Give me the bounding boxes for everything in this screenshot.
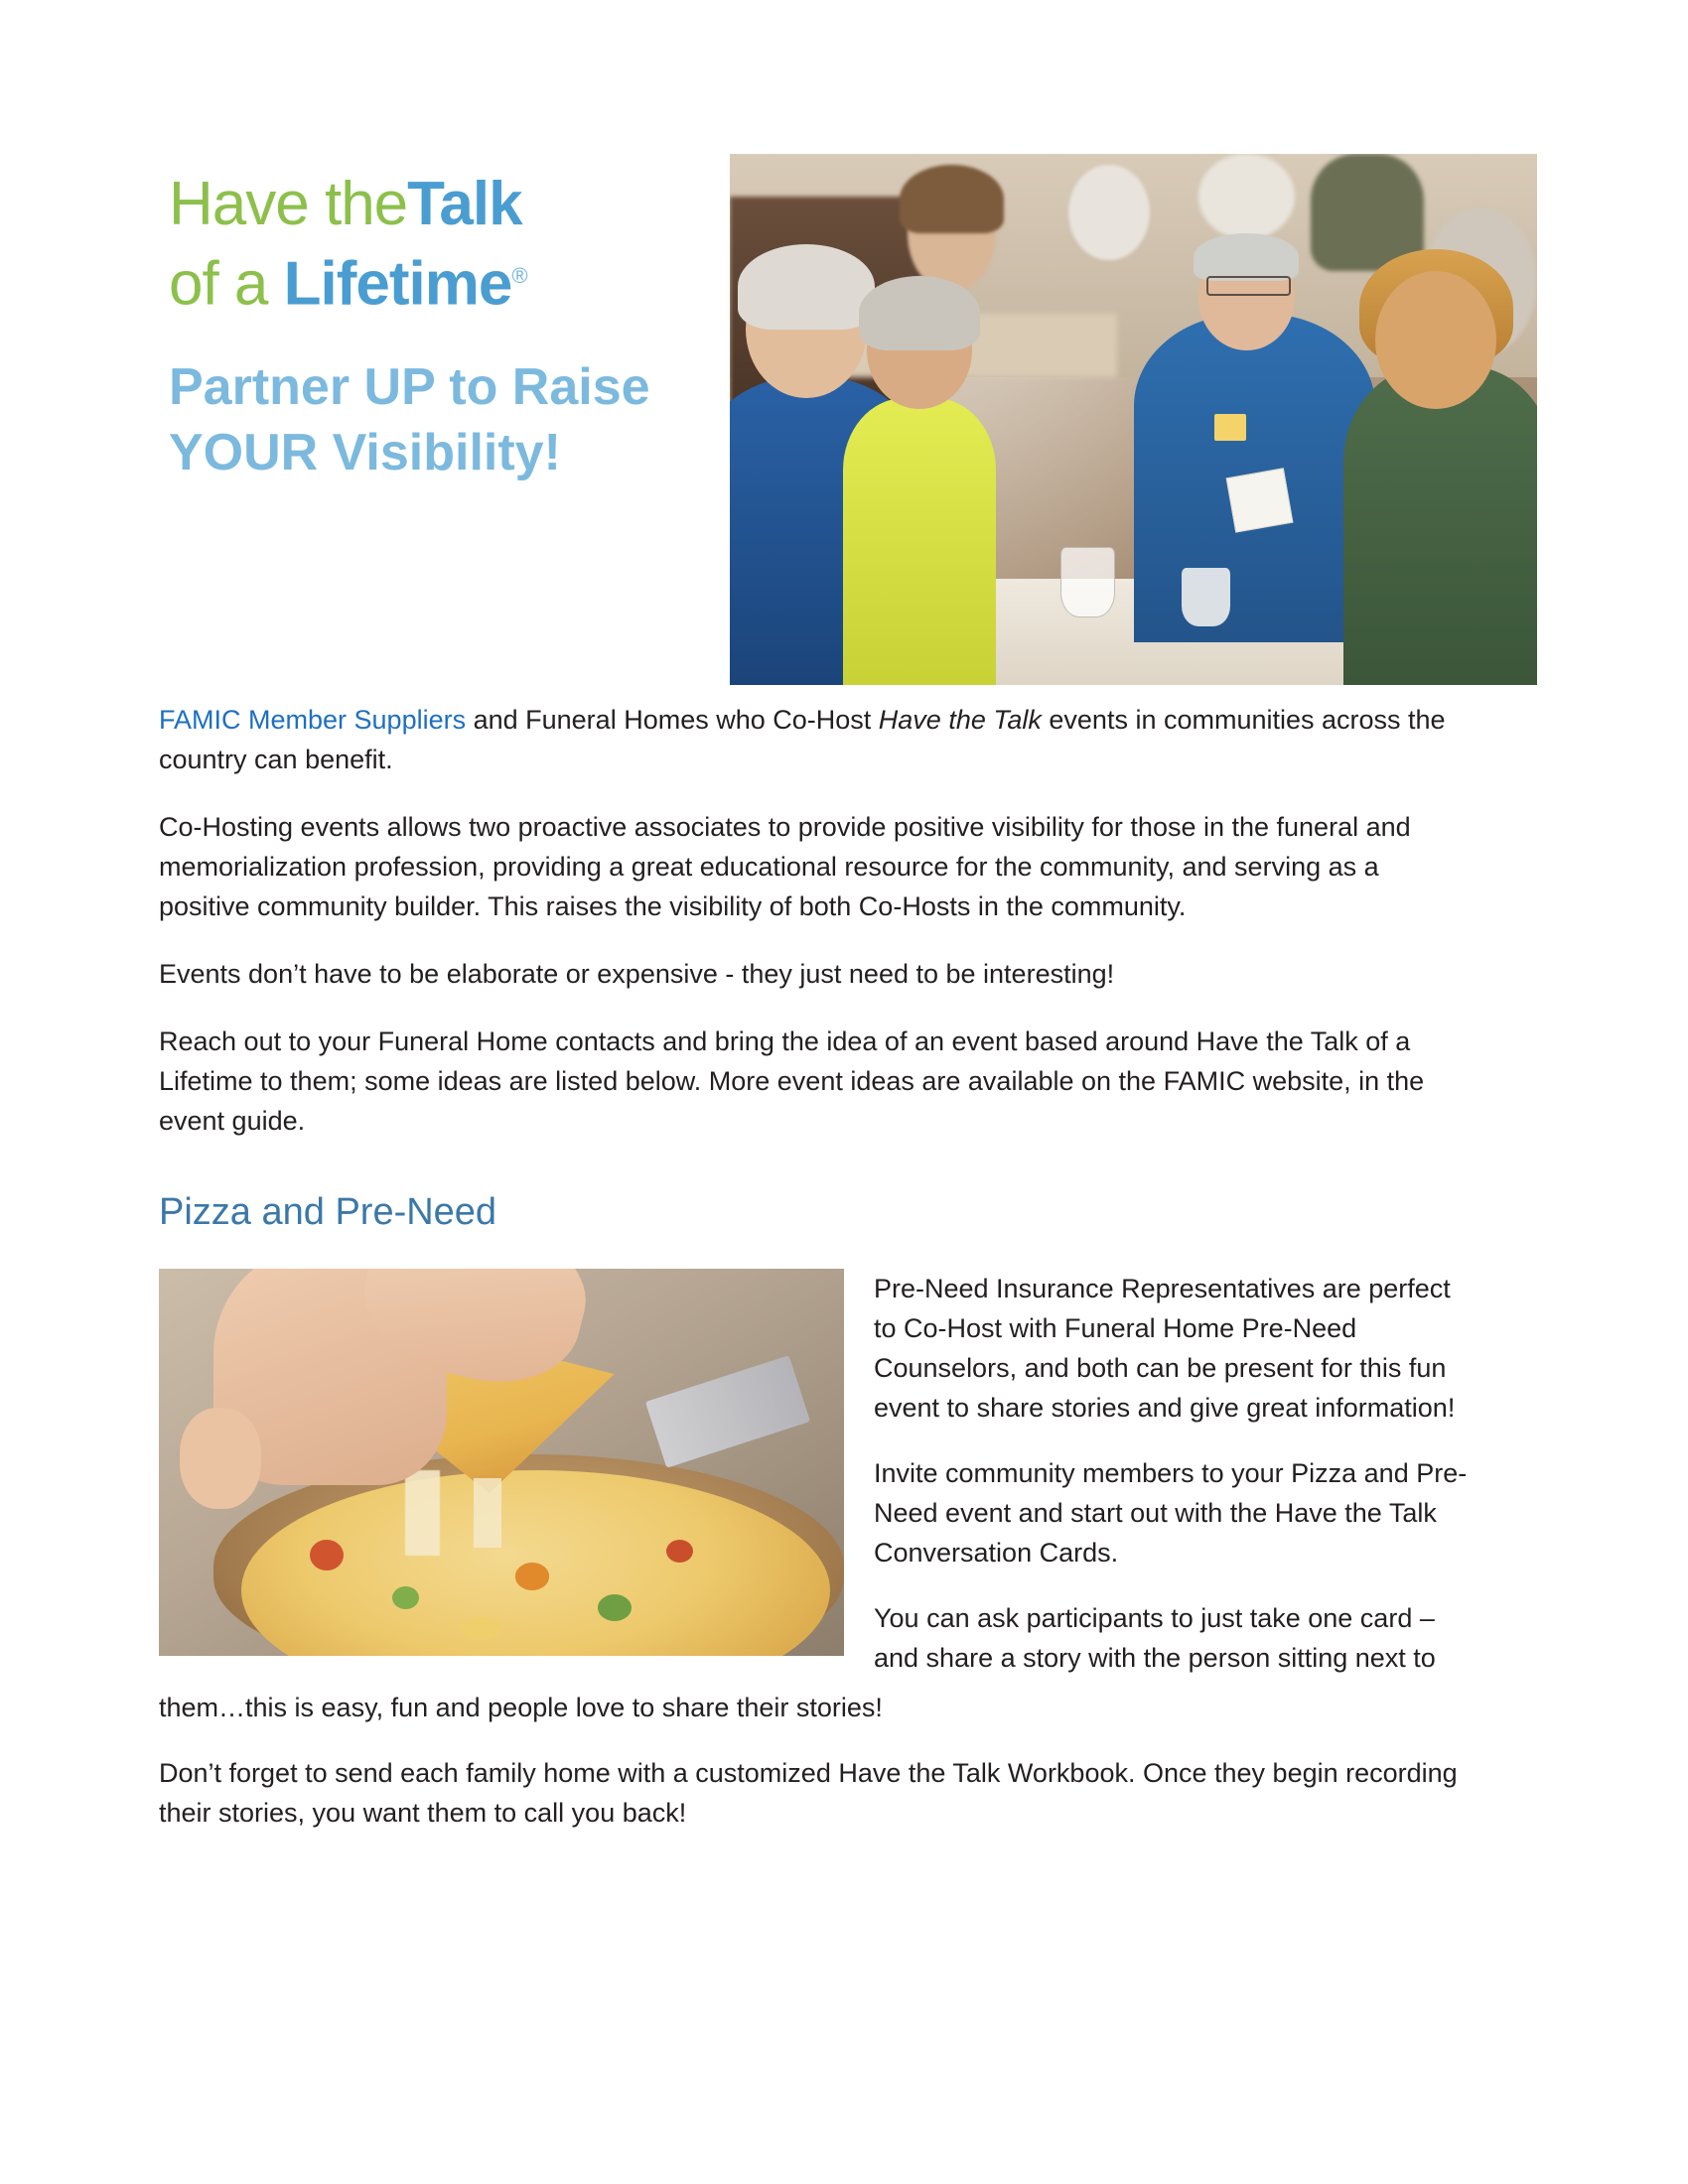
- logo-line-2: [169, 240, 705, 321]
- logo-talk: Talk: [407, 170, 522, 238]
- header-photo: [730, 154, 1537, 685]
- pizza-topping-4: [598, 1594, 633, 1621]
- photo-cup-1: [1060, 547, 1115, 618]
- pizza-section-tail-text: [159, 1688, 1470, 1858]
- intro-paragraph-3: Events don’t have to be elaborate or expensive - they just need to be interesting!: [159, 959, 1115, 989]
- pizza-cheese-pull-1: [405, 1470, 440, 1556]
- glasses-icon: [1206, 276, 1291, 296]
- logo-lifetime: Lifetime: [283, 249, 512, 319]
- pizza-paragraph-4: Don’t forget to send each family home with a customized Have the Talk Workbook. Once they begin recording their stories, you want them to call you back!: [159, 1758, 1458, 1828]
- pizza-paragraph-1: Pre-Need Insurance Representatives are perfect to Co-Host with Funeral Home Pre-Need Counselors, and both can be present for this fun event to share stories and give great information!: [874, 1274, 1456, 1423]
- logo-have-the: Have the: [169, 170, 408, 238]
- logo-of-a: of a: [169, 249, 284, 319]
- intro-p1-italic: Have the Talk: [878, 705, 1042, 735]
- intro-p1-a: and Funeral Homes who Co-Host: [466, 705, 879, 735]
- brand-logo: [169, 169, 705, 485]
- photo-person-yellow-hair: [859, 276, 980, 350]
- intro-paragraph-2: Co-Hosting events allows two proactive associates to provide positive visibility for those in the funeral and memorialization profession, providing a great educational resource for the community, and serving as a positive community builder. This raises the visibility of both Co-Hosts in the community.: [159, 812, 1411, 921]
- photo-person-blue-hair: [1194, 233, 1299, 281]
- logo-line-1: [169, 169, 705, 240]
- famic-member-suppliers-link[interactable]: FAMIC Member Suppliers: [159, 705, 467, 735]
- pizza-section-text: [874, 1269, 1470, 1704]
- tagline-line-1: Partner UP to Raise: [169, 357, 650, 416]
- pizza-paragraph-3: You can ask participants to just take one card – and share a story with the person sitting next to: [874, 1603, 1436, 1673]
- intro-body: [159, 700, 1470, 1168]
- intro-paragraph-4: Reach out to your Funeral Home contacts and bring the idea of an event based around Have the Talk of a Lifetime to them; some ideas are listed below. More event ideas are available on the FAMIC website, in the event guide.: [159, 1026, 1425, 1136]
- photo-background-person-c: [1198, 154, 1296, 239]
- photo-name-badge: [1214, 414, 1247, 441]
- intro-p1-b: events in communities across the country can benefit.: [159, 705, 1446, 774]
- photo-background-person-b: [1068, 165, 1149, 260]
- photo-person-left-hair: [738, 244, 875, 330]
- pizza-cheese-pull-2: [474, 1478, 501, 1548]
- pizza-photo: [159, 1269, 844, 1656]
- photo-cup-2: [1182, 568, 1230, 626]
- intro-paragraph-1: [159, 700, 1470, 779]
- photo-person-green-head: [1375, 271, 1496, 409]
- tagline: [169, 354, 705, 485]
- document-header: [159, 154, 1539, 695]
- photo-person-yellow-shirt: [843, 398, 996, 685]
- pizza-paragraph-3-wrap: them…this is easy, fun and people love to share their stories!: [159, 1693, 883, 1722]
- photo-person-green-shirt: [1343, 366, 1537, 685]
- pizza-paragraph-2: Invite community members to your Pizza and Pre-Need event and start out with the Have the Talk Conversation Cards.: [874, 1458, 1468, 1568]
- pizza-topping-3: [515, 1563, 550, 1589]
- section-heading-pizza-and-pre-need: Pizza and Pre-Need: [159, 1191, 497, 1233]
- registered-mark-icon: ®: [511, 263, 527, 288]
- tagline-line-2: YOUR Visibility!: [169, 423, 561, 481]
- photo-background-person-a-hair: [900, 165, 1005, 234]
- pizza-finger: [180, 1408, 262, 1508]
- photo-conversation-card: [1226, 468, 1294, 532]
